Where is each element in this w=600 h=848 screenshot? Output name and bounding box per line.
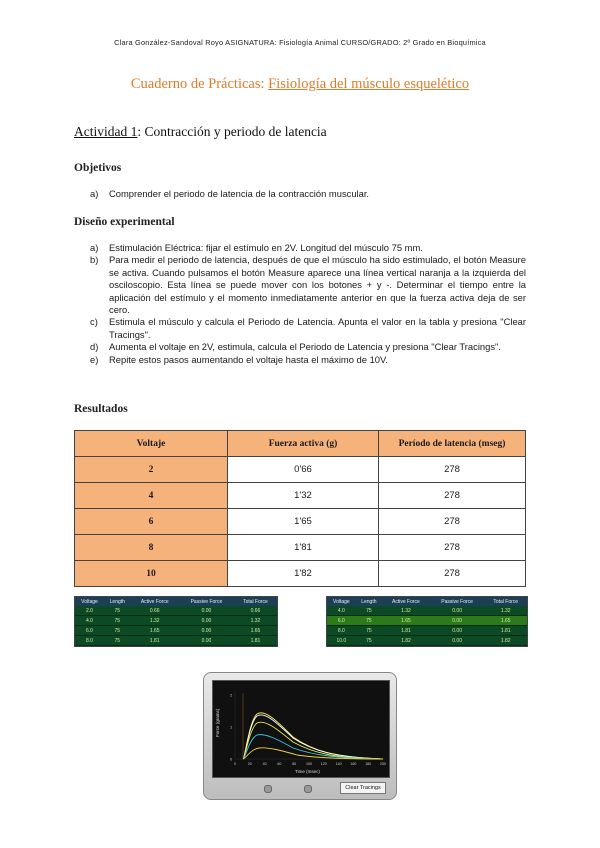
sim-cell: 8.0 bbox=[327, 626, 356, 636]
sim-column-header: Total Force bbox=[484, 597, 527, 606]
sim-cell: 1.32 bbox=[234, 616, 277, 626]
oscilloscope-panel bbox=[203, 672, 397, 800]
sim-cell: 0.66 bbox=[234, 606, 277, 616]
list-item bbox=[90, 341, 526, 353]
table-cell: 4 bbox=[75, 483, 228, 509]
control-knob[interactable] bbox=[264, 785, 272, 793]
table-row bbox=[75, 509, 526, 535]
sim-cell: 75 bbox=[356, 626, 382, 636]
table-cell: 0'66 bbox=[228, 457, 379, 483]
sim-cell: 1.65 bbox=[234, 626, 277, 636]
sim-row[interactable] bbox=[75, 616, 277, 626]
sim-row[interactable] bbox=[75, 606, 277, 616]
sim-cell: 0.00 bbox=[179, 606, 234, 616]
results-column-header: Voltaje bbox=[75, 431, 228, 457]
sim-cell: 1.65 bbox=[131, 626, 179, 636]
osc-x-tick: 160 bbox=[350, 762, 357, 766]
sim-row[interactable] bbox=[327, 606, 527, 616]
list-marker: b) bbox=[90, 254, 99, 266]
list-marker: a) bbox=[90, 242, 99, 253]
list-item-text: Estimula el músculo y calcula el Periodo de Latencia. Apunta el valor en la tabla y presiona "Clear Tracings". bbox=[109, 316, 526, 340]
clear-tracings-button[interactable]: Clear Tracings bbox=[340, 782, 386, 794]
list-marker: d) bbox=[90, 341, 99, 353]
table-cell: 1'32 bbox=[228, 483, 379, 509]
results-column-header: Período de latencia (mseg) bbox=[379, 431, 526, 457]
sim-row[interactable] bbox=[327, 626, 527, 636]
design-heading: Diseño experimental bbox=[74, 216, 175, 228]
sim-cell: 75 bbox=[104, 636, 131, 646]
list-item bbox=[90, 242, 526, 254]
sim-cell: 75 bbox=[104, 616, 131, 626]
osc-ylabel: Force (grams) bbox=[215, 708, 220, 737]
sim-row[interactable] bbox=[75, 626, 277, 636]
results-table bbox=[74, 430, 526, 587]
table-cell: 1'81 bbox=[228, 535, 379, 561]
oscilloscope-chart bbox=[213, 681, 389, 777]
table-cell: 6 bbox=[75, 509, 228, 535]
osc-x-tick: 120 bbox=[320, 762, 327, 766]
sim-cell: 10.0 bbox=[327, 636, 356, 646]
activity-heading: Actividad 1: Contracción y periodo de latencia bbox=[74, 124, 327, 139]
sim-cell: 75 bbox=[104, 606, 131, 616]
osc-x-tick: 60 bbox=[277, 762, 282, 766]
sim-column-header: Passive Force bbox=[179, 597, 234, 606]
osc-x-tick: 20 bbox=[247, 762, 252, 766]
sim-row[interactable] bbox=[75, 636, 277, 646]
osc-x-tick: 100 bbox=[306, 762, 312, 766]
sim-column-header: Passive Force bbox=[430, 597, 485, 606]
sim-row[interactable] bbox=[327, 636, 527, 646]
table-cell: 278 bbox=[379, 561, 526, 587]
sim-column-header: Voltage bbox=[75, 597, 104, 606]
sim-cell: 75 bbox=[104, 626, 131, 636]
sim-data-table-left bbox=[74, 596, 278, 647]
list-marker: e) bbox=[90, 353, 99, 365]
sim-column-header: Total Force bbox=[234, 597, 277, 606]
sim-cell: 1.32 bbox=[484, 606, 527, 616]
osc-x-tick: 80 bbox=[292, 762, 297, 766]
sim-cell: 1.81 bbox=[234, 636, 277, 646]
osc-y-tick: 0 bbox=[230, 756, 233, 762]
sim-cell: 6.0 bbox=[75, 626, 104, 636]
sim-cell: 0.00 bbox=[430, 606, 485, 616]
sim-cell: 75 bbox=[356, 616, 382, 626]
sim-cell: 0.00 bbox=[179, 636, 234, 646]
osc-x-tick: 0 bbox=[234, 762, 236, 766]
objectives-list bbox=[90, 188, 526, 200]
sim-row[interactable] bbox=[327, 616, 527, 626]
osc-x-tick: 180 bbox=[365, 762, 372, 766]
sim-cell: 75 bbox=[356, 606, 382, 616]
table-cell: 278 bbox=[379, 483, 526, 509]
sim-cell: 0.00 bbox=[430, 636, 485, 646]
sim-cell: 1.65 bbox=[382, 616, 430, 626]
osc-x-tick: 40 bbox=[262, 762, 267, 766]
sim-cell: 0.00 bbox=[430, 626, 485, 636]
list-item bbox=[90, 188, 526, 200]
list-item-text: Repite estos pasos aumentando el voltaje hasta el máximo de 10V. bbox=[109, 353, 388, 365]
sim-cell: 4.0 bbox=[75, 616, 104, 626]
oscilloscope-screen bbox=[212, 680, 390, 778]
sim-column-header: Length bbox=[356, 597, 382, 606]
list-marker: a) bbox=[90, 188, 99, 199]
table-row bbox=[75, 535, 526, 561]
activity-label: Actividad 1 bbox=[74, 124, 138, 139]
list-item-text: Para medir el periodo de latencia, después de que el músculo ha sido estimulado, el botón Measure se activa. Cuando pulsamos el botón Measure aparece una línea vertical naranja a la izquierda del osciloscopio. Esta línea se puede mover con los botones + y -. Determinar el tiempo entre la aplicación del estímulo y el momento inmediatamente anterior en que la fuerza activa deja de ser cero. bbox=[109, 254, 526, 316]
list-item-text: Comprender el periodo de latencia de la contracción muscular. bbox=[109, 188, 370, 199]
table-row bbox=[75, 483, 526, 509]
sim-cell: 0.66 bbox=[131, 606, 179, 616]
osc-y-tick: 2 bbox=[230, 692, 233, 698]
sim-cell: 0.00 bbox=[179, 616, 234, 626]
control-knob[interactable] bbox=[304, 785, 312, 793]
table-row bbox=[75, 561, 526, 587]
sim-cell: 8.0 bbox=[75, 636, 104, 646]
sim-cell: 1.81 bbox=[484, 626, 527, 636]
list-item-text: Aumenta el voltaje en 2V, estimula, calcula el Periodo de Latencia y presiona "Clear Tracings". bbox=[109, 341, 501, 353]
document-title: Cuaderno de Prácticas: Fisiología del músculo esquelético bbox=[130, 76, 470, 92]
sim-cell: 2.0 bbox=[75, 606, 104, 616]
sim-cell: 1.82 bbox=[382, 636, 430, 646]
list-marker: c) bbox=[90, 316, 98, 328]
sim-cell: 1.81 bbox=[382, 626, 430, 636]
list-item-text: Estimulación Eléctrica: fijar el estímulo en 2V. Longitud del músculo 75 mm. bbox=[109, 242, 423, 253]
results-column-header: Fuerza activa (g) bbox=[228, 431, 379, 457]
sim-column-header: Length bbox=[104, 597, 131, 606]
sim-cell: 75 bbox=[356, 636, 382, 646]
page-header: Clara González-Sandoval Royo ASIGNATURA: Fisiología Animal CURSO/GRADO: 2º Grado en Bioquímica bbox=[114, 38, 486, 47]
table-cell: 278 bbox=[379, 457, 526, 483]
table-cell: 2 bbox=[75, 457, 228, 483]
sim-column-header: Voltage bbox=[327, 597, 356, 606]
sim-cell: 4.0 bbox=[327, 606, 356, 616]
list-item bbox=[90, 316, 526, 341]
osc-x-tick: 200 bbox=[380, 762, 386, 766]
sim-column-header: Active Force bbox=[382, 597, 430, 606]
table-cell: 10 bbox=[75, 561, 228, 587]
sim-cell: 1.65 bbox=[484, 616, 527, 626]
sim-cell: 1.32 bbox=[382, 606, 430, 616]
sim-cell: 1.81 bbox=[131, 636, 179, 646]
table-cell: 8 bbox=[75, 535, 228, 561]
sim-cell: 6.0 bbox=[327, 616, 356, 626]
osc-x-tick: 140 bbox=[335, 762, 342, 766]
list-item bbox=[90, 354, 526, 366]
table-cell: 278 bbox=[379, 509, 526, 535]
sim-cell: 0.00 bbox=[179, 626, 234, 636]
osc-y-tick: 1 bbox=[230, 724, 233, 730]
table-row bbox=[75, 457, 526, 483]
sim-data-table-right bbox=[326, 596, 528, 647]
sim-cell: 0.00 bbox=[430, 616, 485, 626]
results-heading: Resultados bbox=[74, 403, 128, 415]
table-cell: 278 bbox=[379, 535, 526, 561]
table-cell: 1'65 bbox=[228, 509, 379, 535]
table-cell: 1'82 bbox=[228, 561, 379, 587]
objectives-heading: Objetivos bbox=[74, 162, 122, 174]
sim-cell: 1.82 bbox=[484, 636, 527, 646]
document-title-subject: Fisiología del músculo esquelético bbox=[268, 76, 470, 92]
sim-column-header: Active Force bbox=[131, 597, 179, 606]
osc-xlabel: Time (msec) bbox=[295, 769, 320, 774]
list-item bbox=[90, 254, 526, 316]
design-list bbox=[90, 242, 526, 366]
sim-cell: 1.32 bbox=[131, 616, 179, 626]
